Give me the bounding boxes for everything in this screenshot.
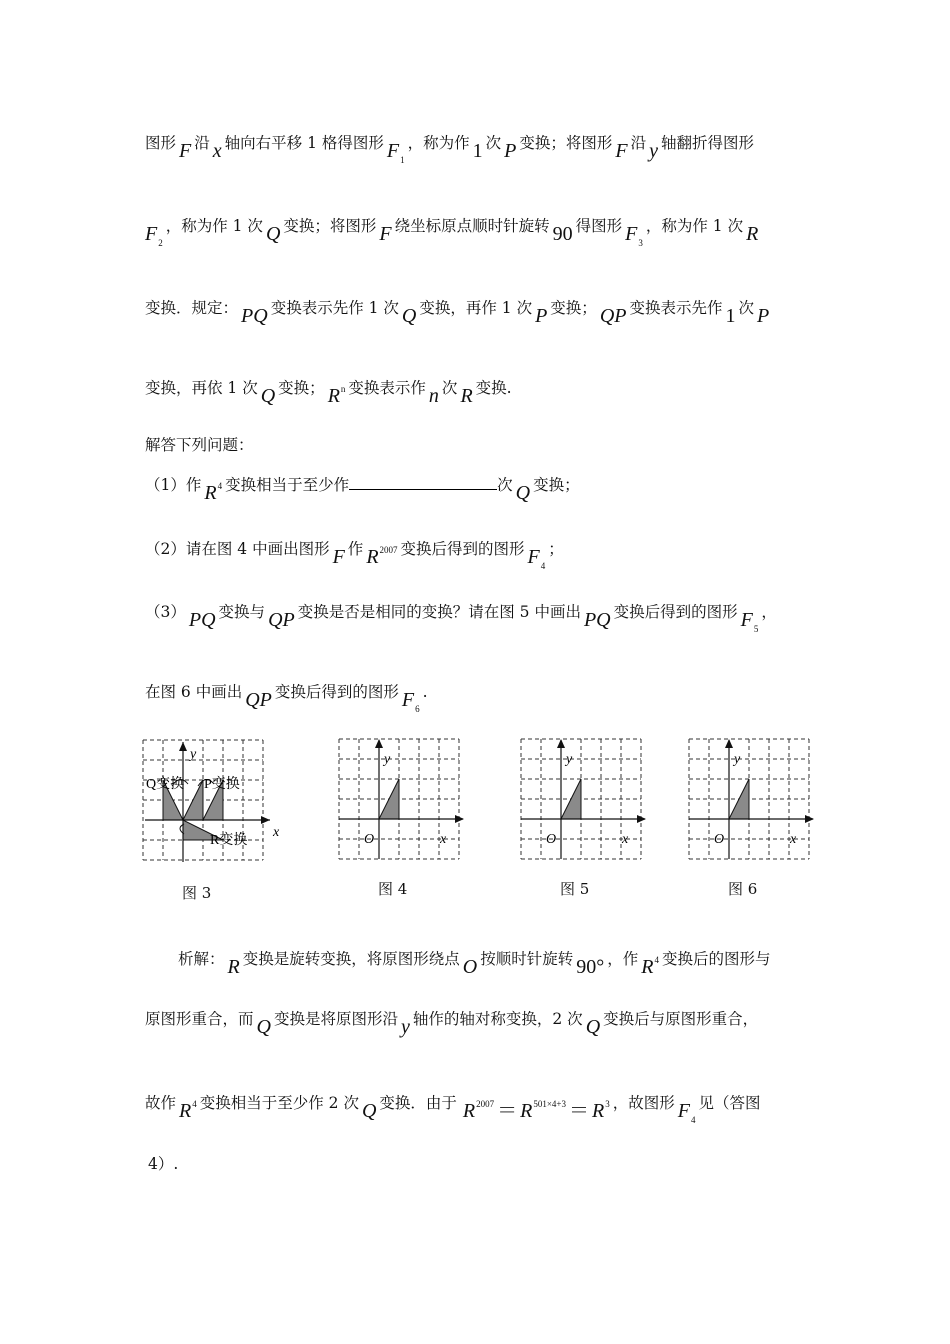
text: 变换与: [218, 603, 266, 621]
math-x: x: [212, 140, 222, 162]
math-equation: $R^{2007} = R^{501\times 4+3} = R^3$: [462, 1099, 610, 1122]
axis-y-label: y: [190, 747, 197, 762]
text: 变换表示作: [348, 379, 426, 397]
analysis-line-1: [178, 948, 771, 978]
math-Q: Q: [256, 1016, 271, 1038]
text: 变换后得到的图形: [613, 603, 738, 621]
origin-label: O: [714, 832, 725, 847]
text: 变换.: [475, 379, 512, 397]
question-2: [145, 538, 564, 571]
axis-y-label: y: [384, 752, 391, 767]
axis-x-label: x: [273, 825, 280, 840]
figure-5-caption: 图 5: [560, 880, 590, 898]
text: 2 次: [552, 1010, 583, 1028]
analysis-line-2: [145, 1008, 759, 1038]
text: ；: [548, 540, 564, 558]
text: 次: [441, 379, 458, 397]
text: 变换表示先作 1 次: [270, 299, 399, 317]
text: 见（答图: [698, 1094, 761, 1112]
question-3: [145, 601, 777, 634]
math-PQ: PQ: [583, 609, 611, 631]
text-line-4: [145, 377, 512, 407]
math-F: F: [332, 546, 345, 568]
math-R4: $R^4$: [204, 481, 223, 504]
text-line-5: [145, 438, 254, 454]
origin-label: O: [364, 832, 375, 847]
origin-label: O: [546, 832, 557, 847]
figure-4: [336, 736, 466, 862]
text: 4）.: [148, 1155, 179, 1173]
math-F: F: [379, 223, 392, 245]
r-transform-label: R变换: [210, 833, 248, 848]
text-line-3: [145, 297, 772, 327]
axis-y-label: y: [566, 752, 573, 767]
text: 变换；: [550, 299, 597, 317]
text: 变换相当于至少作: [225, 476, 350, 494]
text-line-1: [145, 132, 754, 165]
analysis-line-3: [145, 1092, 761, 1125]
math-F5: $F_5$: [740, 609, 759, 634]
math-F2: $F_2$: [145, 223, 163, 248]
math-QP: QP: [268, 609, 295, 631]
text: 作: [347, 540, 364, 558]
text: 变换，再依 1 次: [145, 379, 258, 397]
math-F6: $F_6$: [401, 689, 420, 714]
text-line-2: [145, 215, 761, 248]
math-y: y: [400, 1016, 410, 1038]
text: 变换后得到的图形: [274, 683, 399, 701]
text: 变换后得到的图形: [400, 540, 525, 558]
text: ，故图形: [612, 1094, 675, 1112]
text: .: [422, 683, 428, 701]
math-Q: Q: [265, 223, 281, 245]
text: 解答下列问题：: [145, 436, 254, 454]
figure-3-caption: 图 3: [182, 884, 212, 902]
question-1: [145, 474, 580, 504]
text: 析解：: [178, 950, 225, 968]
math-1: 1: [472, 140, 483, 162]
text: 沿: [630, 134, 647, 152]
text: （1）作: [145, 476, 202, 494]
text: ，称为作: [407, 134, 470, 152]
math-90deg: 90°: [576, 956, 605, 978]
text: 图形: [145, 134, 177, 152]
text: 变换相当于至少作 2 次: [199, 1094, 359, 1112]
math-O: O: [462, 956, 478, 978]
math-n: n: [428, 385, 439, 407]
math-1: 1: [725, 305, 736, 327]
p-transform-label: P变换: [204, 777, 240, 792]
q-transform-label: Q变换: [146, 777, 185, 792]
math-P: P: [504, 140, 517, 162]
text: 轴翻折得图形: [660, 134, 754, 152]
math-Q: Q: [361, 1100, 377, 1122]
figure-3: [140, 736, 290, 866]
text: 变换；将图形: [519, 134, 613, 152]
math-F: F: [615, 140, 628, 162]
axis-x-label: x: [622, 832, 629, 847]
text: 变换是旋转变换，将原图形绕点: [242, 950, 460, 968]
math-Q: Q: [515, 482, 531, 504]
figure-6-caption: 图 6: [728, 880, 758, 898]
axis-y-label: y: [734, 752, 741, 767]
text: 得图形: [575, 217, 623, 235]
text: 轴作的轴对称变换，: [412, 1010, 553, 1028]
math-R: R: [460, 385, 473, 407]
text: 变换表示先作: [629, 299, 723, 317]
math-Rn: $R^n$: [327, 384, 346, 407]
axis-x-label: x: [440, 832, 447, 847]
math-90: 90: [552, 223, 573, 245]
text: 次: [485, 134, 502, 152]
text: 轴向右平移 1 格得图形: [224, 134, 384, 152]
text: 故作: [145, 1094, 177, 1112]
math-R2007: $R^{2007}$: [366, 545, 398, 568]
math-P: P: [535, 305, 548, 327]
text-line-9: [145, 681, 428, 714]
text: 变换．由于: [379, 1094, 457, 1112]
math-F4: $F_4$: [677, 1100, 696, 1125]
math-F1: $F_1$: [386, 140, 405, 165]
axis-x-label: x: [790, 832, 797, 847]
figure-5: [518, 736, 648, 862]
math-R: R: [227, 956, 240, 978]
text: 变换后的图形与: [661, 950, 771, 968]
text: ，作: [607, 950, 639, 968]
analysis-line-4: [148, 1157, 178, 1173]
math-F4: $F_4$: [527, 546, 546, 571]
math-Q: Q: [585, 1016, 601, 1038]
math-Q: Q: [260, 385, 276, 407]
text: 变换，再作 1 次: [419, 299, 533, 317]
math-P: P: [757, 305, 770, 327]
text: 变换是将原图形沿: [273, 1010, 398, 1028]
figure-4-caption: 图 4: [378, 880, 408, 898]
text: 原图形重合，而: [145, 1010, 254, 1028]
text: 变换；: [533, 476, 580, 494]
text: 变换；将图形: [283, 217, 377, 235]
text: 绕坐标原点顺时针旋转: [394, 217, 550, 235]
answer-blank[interactable]: [349, 475, 497, 490]
figure-6: [686, 736, 816, 862]
text: ，称为作 1 次: [165, 217, 263, 235]
math-y: y: [649, 140, 658, 162]
text: （2）请在图 4 中画出图形: [145, 540, 330, 558]
text: 次: [738, 299, 755, 317]
text: 次: [497, 476, 513, 494]
text: 变换．规定：: [145, 299, 239, 317]
text: 变换是否是相同的变换？请在图 5 中画出: [297, 603, 581, 621]
text: ，称为作 1 次: [645, 217, 744, 235]
math-Q: Q: [401, 305, 417, 327]
text: 沿: [194, 134, 210, 152]
math-F: F: [179, 140, 192, 162]
math-PQ: PQ: [241, 305, 268, 327]
text: （3）: [145, 603, 186, 621]
math-R4: $R^4$: [641, 955, 659, 978]
math-QP: QP: [245, 689, 272, 711]
text: 变换；: [278, 379, 325, 397]
math-F3: $F_3$: [625, 223, 643, 248]
math-R4: $R^4$: [179, 1099, 197, 1122]
math-R: R: [746, 223, 759, 245]
text: 按顺时针旋转: [480, 950, 574, 968]
math-PQ: PQ: [188, 609, 216, 631]
text: ，: [761, 603, 777, 621]
text: 在图 6 中画出: [145, 683, 243, 701]
math-QP: QP: [599, 305, 627, 327]
text: 变换后与原图形重合，: [603, 1010, 759, 1028]
